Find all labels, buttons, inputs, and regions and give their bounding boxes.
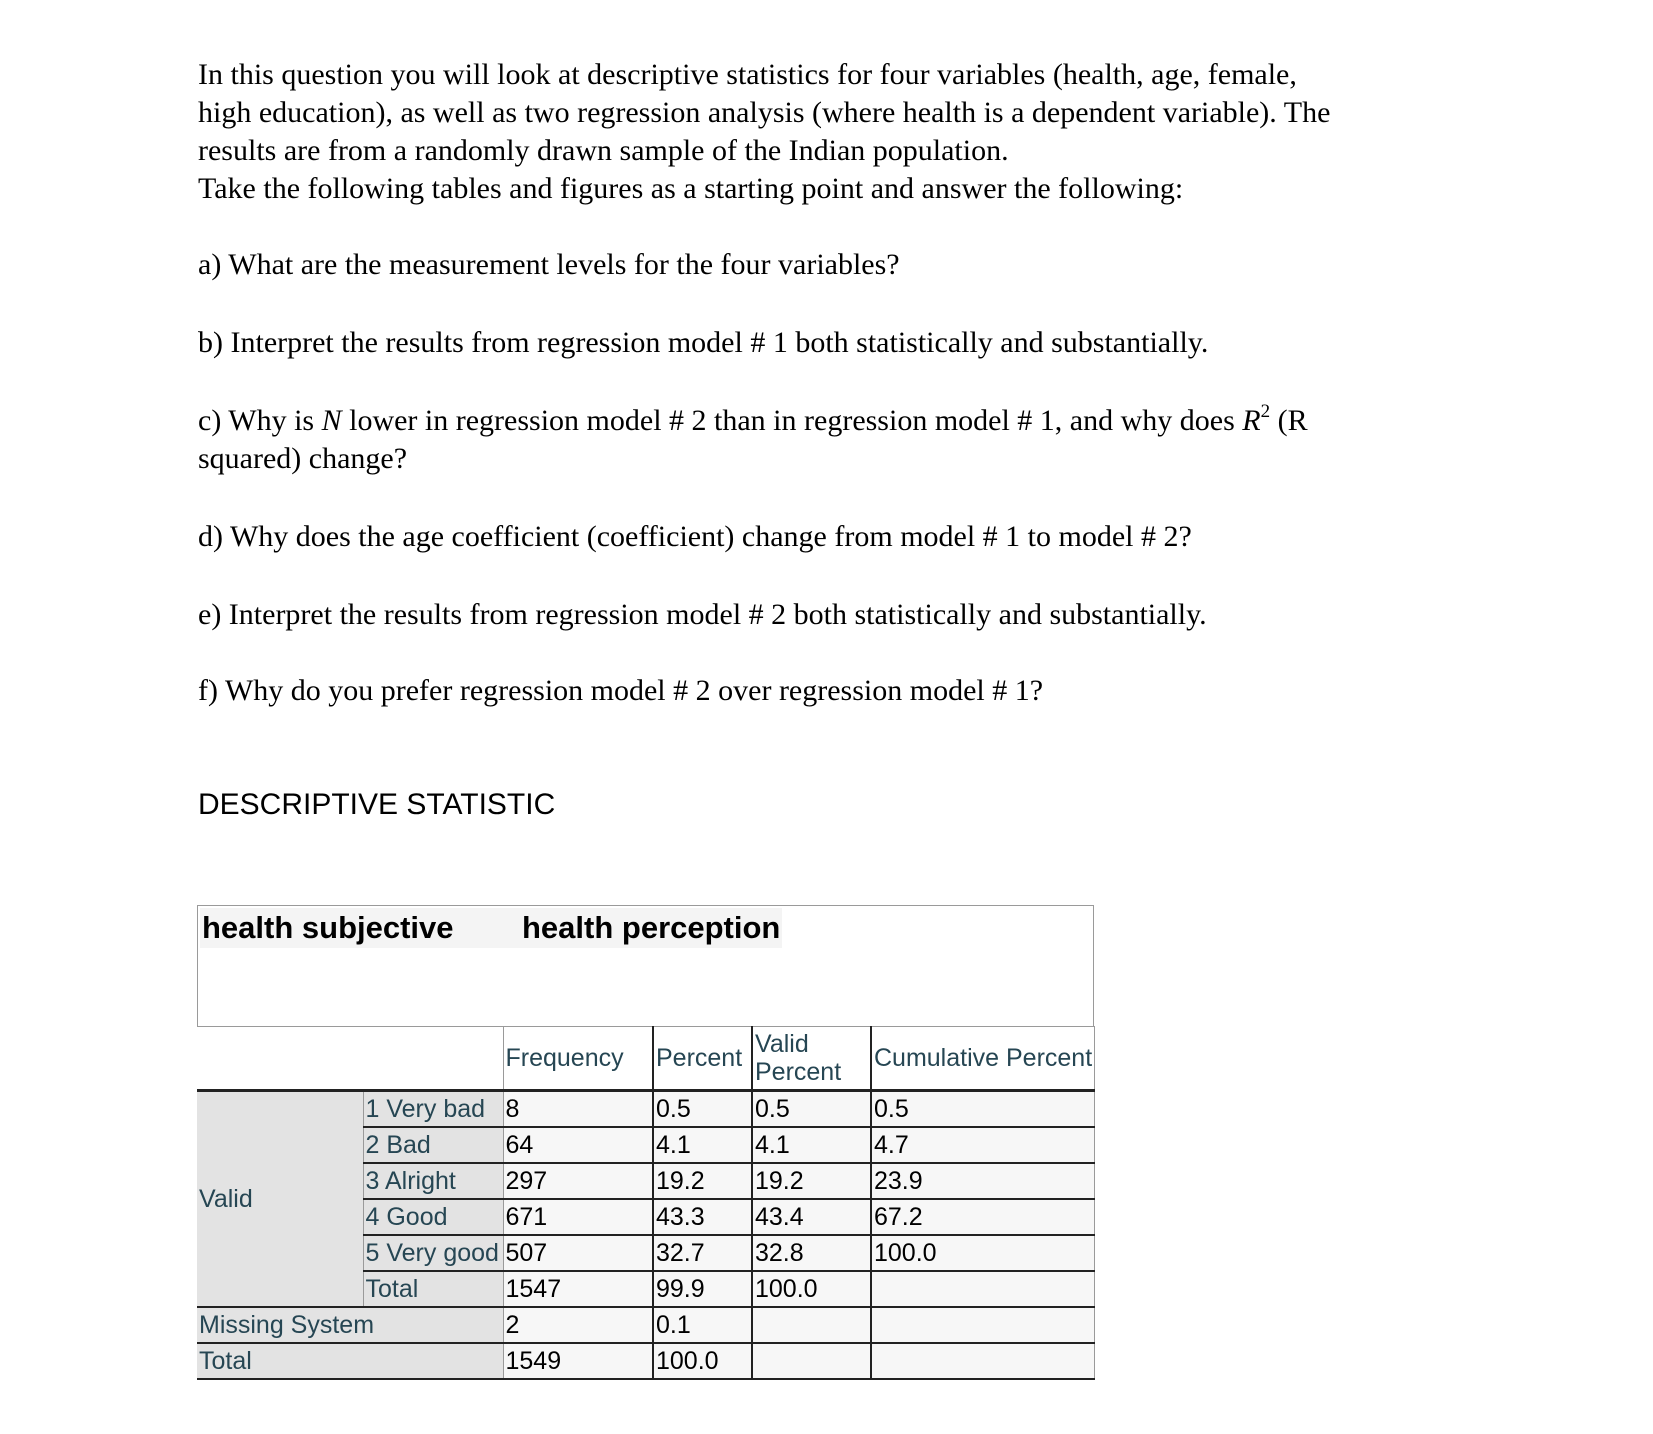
cumulative-percent-cell: 0.5 (871, 1091, 1094, 1128)
header-empty (197, 1027, 503, 1091)
cumulative-percent-cell (871, 1307, 1094, 1343)
question-c-text-1: c) Why is (198, 404, 322, 437)
percent-cell: 4.1 (653, 1127, 752, 1163)
intro-line-4: Take the following tables and figures as a starting point and answer the following: (198, 172, 1184, 205)
question-c-superscript: 2 (1260, 401, 1271, 422)
row-label: 1 Very bad (363, 1091, 503, 1128)
valid-percent-cell (752, 1343, 871, 1379)
frequency-cell: 1547 (503, 1271, 653, 1307)
header-frequency: Frequency (503, 1027, 653, 1091)
missing-row-label: Missing System (197, 1307, 503, 1343)
question-c-text-3: (R (1270, 404, 1308, 437)
percent-cell: 32.7 (653, 1235, 752, 1271)
missing-row (197, 1307, 1094, 1343)
valid-percent-cell (752, 1307, 871, 1343)
percent-cell: 19.2 (653, 1163, 752, 1199)
question-f: f) Why do you prefer regression model # 2 over regression model # 1? (198, 674, 1044, 707)
valid-percent-cell: 0.5 (752, 1091, 871, 1128)
intro-line-1: In this question you will look at descriptive statistics for four variables (health, age, female, (198, 58, 1297, 91)
caption-variable-label: health perception (520, 908, 782, 948)
row-label: 5 Very good (363, 1235, 503, 1271)
cumulative-percent-cell: 4.7 (871, 1127, 1094, 1163)
frequency-cell: 507 (503, 1235, 653, 1271)
question-e: e) Interpret the results from regression model # 2 both statistically and substantially. (198, 598, 1207, 631)
row-label: 3 Alright (363, 1163, 503, 1199)
question-d: d) Why does the age coefficient (coefficient) change from model # 1 to model # 2? (198, 520, 1192, 553)
valid-percent-cell: 100.0 (752, 1271, 871, 1307)
percent-cell: 100.0 (653, 1343, 752, 1379)
valid-percent-cell: 4.1 (752, 1127, 871, 1163)
question-c-text-2: lower in regression model # 2 than in regression model # 1, and why does (341, 404, 1243, 437)
table-header-row (197, 1027, 1094, 1091)
frequency-cell: 2 (503, 1307, 653, 1343)
percent-cell: 99.9 (653, 1271, 752, 1307)
header-percent: Percent (653, 1027, 752, 1091)
frequency-cell: 1549 (503, 1343, 653, 1379)
question-c-line-2: squared) change? (198, 442, 408, 475)
cumulative-percent-cell (871, 1343, 1094, 1379)
total-row (197, 1343, 1094, 1379)
caption-variable-name: health subjective (200, 908, 520, 948)
cumulative-percent-cell: 23.9 (871, 1163, 1094, 1199)
valid-percent-cell: 43.4 (752, 1199, 871, 1235)
section-title: DESCRIPTIVE STATISTIC (198, 788, 556, 821)
total-row-label: Total (197, 1343, 503, 1379)
table-caption (200, 908, 782, 948)
frequency-cell: 8 (503, 1091, 653, 1128)
percent-cell: 43.3 (653, 1199, 752, 1235)
row-label: 2 Bad (363, 1127, 503, 1163)
question-c (198, 402, 1498, 478)
intro-line-2: high education), as well as two regression analysis (where health is a dependent variable). The (198, 96, 1331, 129)
valid-percent-cell: 32.8 (752, 1235, 871, 1271)
valid-group-label: Valid (197, 1091, 363, 1308)
row-label: Total (363, 1271, 503, 1307)
header-cumulative-percent: Cumulative Percent (871, 1027, 1094, 1091)
intro-paragraph (198, 56, 1498, 208)
question-b: b) Interpret the results from regression model # 1 both statistically and substantially. (198, 326, 1209, 359)
row-label: 4 Good (363, 1199, 503, 1235)
frequency-cell: 297 (503, 1163, 653, 1199)
valid-percent-cell: 19.2 (752, 1163, 871, 1199)
cumulative-percent-cell (871, 1271, 1094, 1307)
intro-line-3: results are from a randomly drawn sample of the Indian population. (198, 134, 1009, 167)
table-row (197, 1091, 1094, 1128)
header-valid-percent: Valid Percent (752, 1027, 871, 1091)
percent-cell: 0.1 (653, 1307, 752, 1343)
frequency-cell: 64 (503, 1127, 653, 1163)
cumulative-percent-cell: 67.2 (871, 1199, 1094, 1235)
question-a: a) What are the measurement levels for the four variables? (198, 248, 900, 281)
question-c-r-symbol: R (1242, 404, 1261, 437)
cumulative-percent-cell: 100.0 (871, 1235, 1094, 1271)
frequency-table (197, 1026, 1095, 1380)
frequency-cell: 671 (503, 1199, 653, 1235)
percent-cell: 0.5 (653, 1091, 752, 1128)
question-c-n-symbol: N (321, 404, 342, 437)
